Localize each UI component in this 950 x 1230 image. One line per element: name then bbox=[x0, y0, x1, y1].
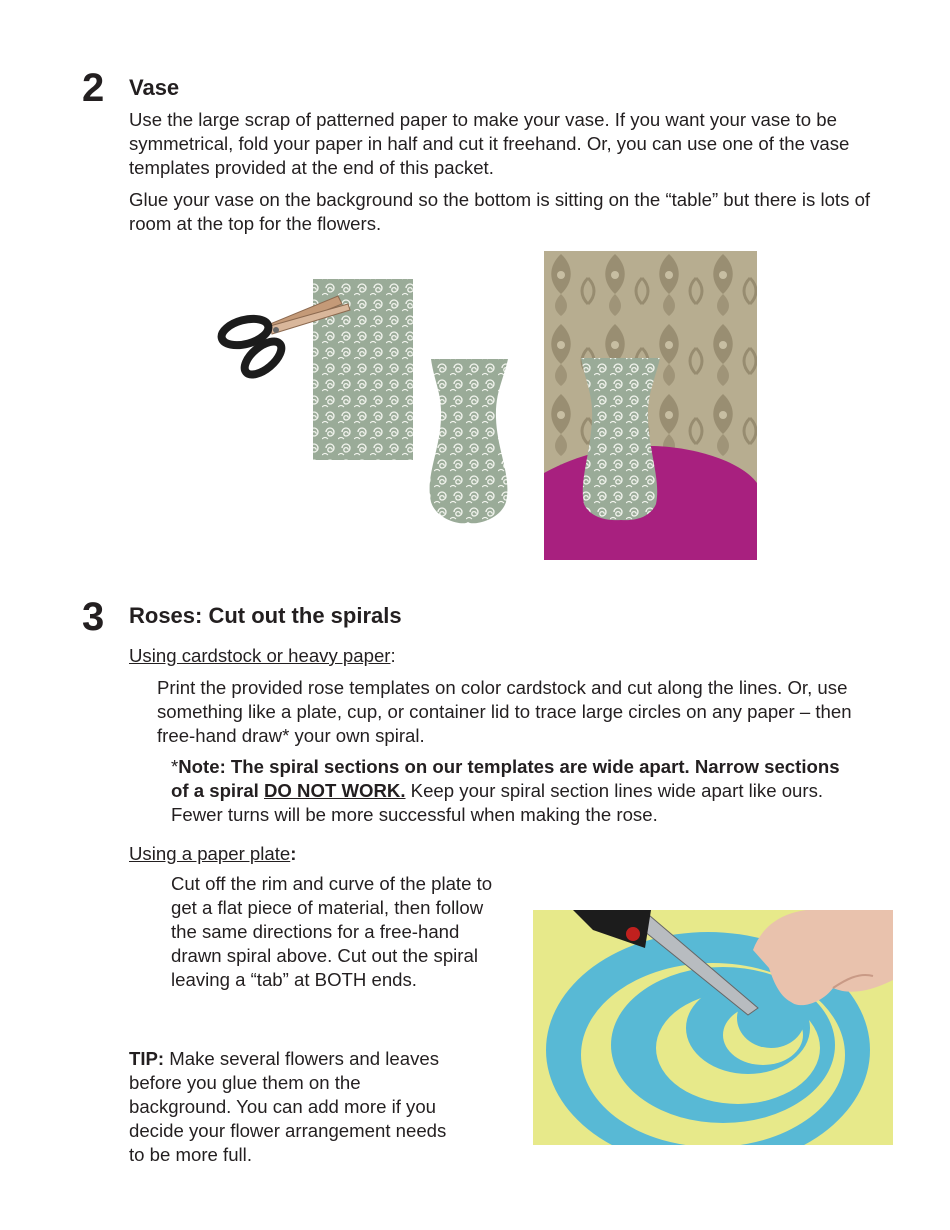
step-2-paragraph-2: Glue your vase on the background so the bottom is sitting on the “table” but there is lots of room at the top for the flowers. bbox=[129, 189, 871, 234]
cutting-spiral-photo bbox=[533, 910, 893, 1145]
note-warning: DO NOT WORK. bbox=[264, 780, 406, 801]
note-rest: Keep your spiral section lines wide apart like ours. Fewer turns will be more successful when making the rose. bbox=[171, 780, 824, 825]
step-3-number: 3 bbox=[82, 595, 105, 639]
plate-heading-label: Using a paper plate bbox=[129, 843, 291, 864]
step-2-number: 2 bbox=[82, 66, 105, 110]
tip-body: Make several flowers and leaves before you glue them on the background. You can add more if you decide your flower arrangement needs to be more full. bbox=[129, 1048, 447, 1165]
plate-text: Cut off the rim and curve of the plate to get a flat piece of material, then follow the same directions for a free-hand drawn spiral above. Cut out the spiral leaving a “tab” at BOTH ends. bbox=[171, 873, 493, 990]
cardstock-heading-colon: : bbox=[390, 645, 396, 666]
step-2-text bbox=[129, 108, 894, 236]
step-3-title: Roses: Cut out the spirals bbox=[129, 603, 402, 628]
step-2-title: Vase bbox=[129, 75, 180, 100]
note-asterisk: * bbox=[171, 756, 179, 777]
note-text bbox=[171, 755, 861, 827]
plate-heading bbox=[129, 842, 296, 866]
cardstock-heading-label: Using cardstock or heavy paper bbox=[129, 645, 391, 666]
step-2-paragraph-1: Use the large scrap of patterned paper to make your vase. If you want your vase to be symmetrical, fold your paper in half and cut it freehand. Or, you can use one of the vase templates provided at the end of this packet. bbox=[129, 109, 850, 178]
cardstock-text: Print the provided rose templates on color cardstock and cut along the lines. Or, use something like a plate, cup, or container lid to trace large circles on any paper – then free-hand draw* your own spiral. bbox=[157, 677, 852, 746]
plate-heading-colon: : bbox=[290, 843, 297, 864]
note-bold: Note: The spiral sections on our templates are wide apart. Narrow sections of a spiral bbox=[171, 756, 840, 801]
finished-vase-scene bbox=[544, 251, 757, 560]
vase-steps-illustration bbox=[210, 248, 770, 566]
tip-text bbox=[129, 1047, 464, 1167]
cardstock-heading bbox=[129, 644, 396, 668]
tip-label: TIP: bbox=[129, 1048, 165, 1069]
cut-vase-shape bbox=[430, 359, 508, 523]
glued-vase bbox=[581, 358, 660, 520]
